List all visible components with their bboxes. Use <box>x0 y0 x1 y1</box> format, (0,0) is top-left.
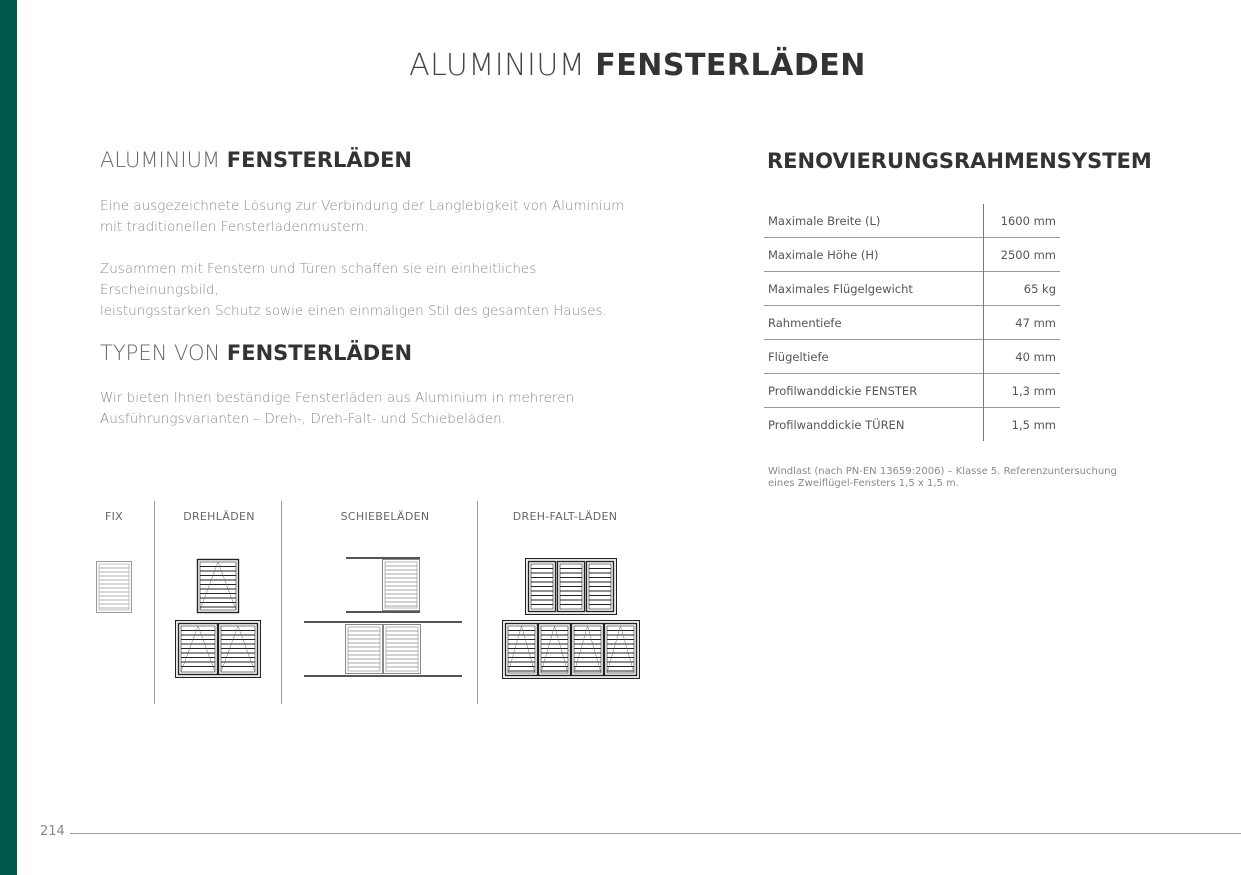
heading-light: TYPEN VON <box>100 341 221 365</box>
note-line-2: eines Zweiflügel-Fensters 1,5 x 1,5 m. <box>768 478 959 489</box>
fix-shutter-drawing <box>95 560 133 614</box>
drehladen-double-drawing <box>175 620 261 678</box>
table-row <box>764 374 1060 408</box>
intro-line-2: mit traditionellen Fensterladenmustern. <box>100 219 369 235</box>
label-drehladen: DREHLÄDEN <box>183 510 255 523</box>
intro-line-1: Eine ausgezeichnete Lösung zur Verbindung der Langlebigkeit von Aluminium <box>100 198 625 214</box>
page-number: 214 <box>40 824 65 839</box>
note-line-1: Windlast (nach PN-EN 13659:2006) – Klasse 5. Referenzuntersuchung <box>768 466 1117 477</box>
types-text <box>100 388 640 430</box>
table-row <box>764 204 1060 238</box>
heading-light: ALUMINIUM <box>100 148 221 172</box>
divider <box>281 501 282 704</box>
label-schiebeladen: SCHIEBELÄDEN <box>340 510 430 523</box>
spec-label: Flügeltiefe <box>768 349 829 364</box>
spec-value: 47 mm <box>984 306 1061 340</box>
intro-line-4: leistungsstarken Schutz sowie einen einmaligen Stil des gesamten Hauses. <box>100 303 607 319</box>
heading-bold: FENSTERLÄDEN <box>226 341 413 365</box>
spec-value: 40 mm <box>984 340 1061 374</box>
schiebeladen-double-drawing <box>303 620 463 678</box>
spec-value: 1,5 mm <box>984 408 1061 442</box>
spec-table <box>764 204 1060 441</box>
footer-rule <box>70 833 1241 834</box>
table-row <box>764 340 1060 374</box>
dreh-falt-triple-drawing <box>525 558 617 615</box>
renovation-heading: RENOVIERUNGSRAHMENSYSTEM <box>767 149 1152 173</box>
table-row <box>764 272 1060 306</box>
section-heading-aluminium <box>100 148 412 172</box>
spec-value: 65 kg <box>984 272 1061 306</box>
label-fix: FIX <box>104 510 123 523</box>
spec-label: Rahmentiefe <box>768 315 842 330</box>
side-color-bar <box>0 0 17 875</box>
divider <box>477 501 478 704</box>
spec-value: 1600 mm <box>984 204 1061 238</box>
intro-text <box>100 196 640 322</box>
types-line-2: Ausführungsvarianten – Dreh-, Dreh-Falt- und Schiebeläden. <box>100 411 506 427</box>
page-title-bold: FENSTERLÄDEN <box>595 48 866 83</box>
spec-value: 1,3 mm <box>984 374 1061 408</box>
spec-label: Maximale Breite (L) <box>768 213 881 228</box>
schiebeladen-single-drawing <box>344 556 422 614</box>
spec-label: Maximales Flügelgewicht <box>768 281 913 296</box>
types-line-1: Wir bieten Ihnen beständige Fensterläden aus Aluminium in mehreren <box>100 390 575 406</box>
heading-bold: FENSTERLÄDEN <box>226 148 412 172</box>
spec-label: Profilwanddickie TÜREN <box>768 417 905 432</box>
spec-label: Maximale Höhe (H) <box>768 247 879 262</box>
intro-line-3: Zusammen mit Fenstern und Türen schaffen sie ein einheitliches Erscheinungsbild, <box>100 261 537 298</box>
divider <box>154 501 155 704</box>
table-row <box>764 306 1060 340</box>
table-row <box>764 408 1060 442</box>
page-title <box>0 48 1241 83</box>
label-dreh-falt: DREH-FALT-LÄDEN <box>512 510 618 523</box>
spec-label: Profilwanddickie FENSTER <box>768 383 918 398</box>
drehladen-single-drawing <box>196 558 240 614</box>
wind-load-note <box>768 466 1128 490</box>
section-heading-types <box>100 341 412 365</box>
page-title-light: ALUMINIUM <box>409 48 586 83</box>
spec-value: 2500 mm <box>984 238 1061 272</box>
table-row <box>764 238 1060 272</box>
dreh-falt-quad-drawing <box>502 620 640 679</box>
